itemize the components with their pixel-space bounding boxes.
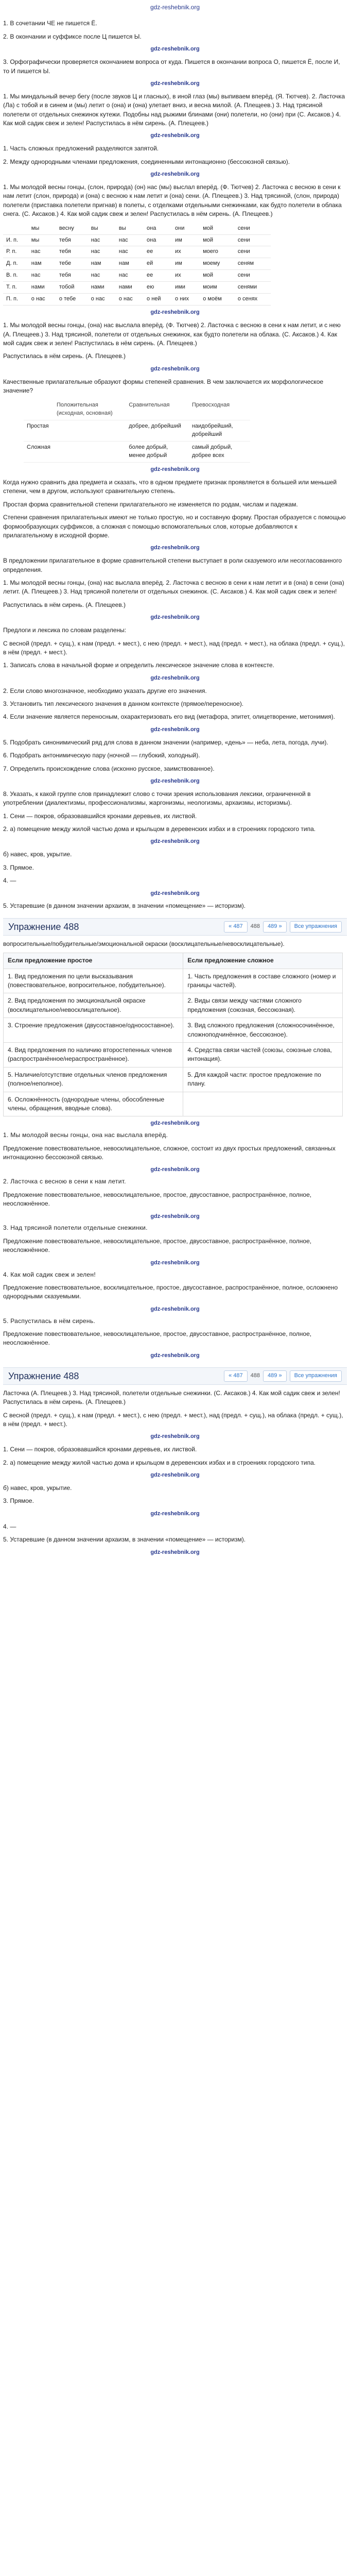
table-cell: нас	[88, 234, 116, 246]
text-block: 2. а) помещение между жилой частью дома и крыльцом в деревенских избах и в строениях городского типа.	[3, 825, 316, 833]
table-cell: 3. Вид сложного предложения (сложносочинённое, сложноподчинённое, бессоюзное).	[183, 1018, 343, 1043]
exercise-nav-bar	[3, 918, 347, 936]
table-cell: о тебе	[56, 294, 88, 306]
text-block: 8. Указать, к какой группе слов принадлежит слово с точки зрения использования лексики, ограниченной в употреблении (диалектизмы, профессионализмы, жаргонизмы, неологизмы, архаизмы, историзмы).	[3, 790, 311, 807]
cases-table	[3, 223, 271, 306]
table-cell: моего	[200, 246, 235, 258]
watermark: gdz-reshebnik.org	[150, 890, 200, 896]
table-cell: о сенях	[235, 294, 271, 306]
text-block: 5. Устаревшие (в данном значении архаизм, в значении «помещение» — историзм).	[3, 902, 246, 910]
degrees-table	[24, 399, 250, 463]
table-cell: 4. Вид предложения по наличию второстепенных членов (распространённое/нераспространённое).	[4, 1042, 183, 1067]
table-cell: им	[172, 234, 200, 246]
table-cell: нам	[28, 258, 56, 270]
watermark: gdz-reshebnik.org	[150, 1433, 200, 1440]
table-cell: тобой	[56, 282, 88, 294]
text-block: 4. Если значение является переносным, охарактеризовать его вид (метафора, эпитет, олицетворение, метонимия).	[3, 713, 335, 721]
table-header-cell	[24, 399, 54, 420]
prev-exercise-button[interactable]: « 487	[224, 1370, 248, 1382]
exercise-number: 488	[250, 923, 260, 929]
table-cell: 2. Виды связи между частями сложного предложения (союзная, бессоюзная).	[183, 993, 343, 1018]
site-url[interactable]: gdz-reshebnik.org	[150, 4, 200, 11]
table-row	[24, 420, 250, 442]
table-header-row	[24, 399, 250, 420]
table-cell: тебя	[56, 234, 88, 246]
text-block: 3. Прямое.	[3, 863, 34, 871]
table-cell: 2. Вид предложения по эмоциональной окраске (восклицательное/невосклицательное).	[4, 993, 183, 1018]
text-block: 1. Мы молодой весны гонцы, (она) нас выслала вперёд. 2. Ласточка с весною в сени к нам летит и в (она) в сени (она) летит. (А. Плещеев.) 3. Над трясиной полетели от отдельных снежинок. (С. Аксаков.) 4. Как мой садик свеж и зелен!	[3, 579, 344, 596]
text-block: В предложении прилагательное в форме сравнительной степени выступает в роли сказуемого или несогласованного определения.	[3, 557, 342, 573]
watermark: gdz-reshebnik.org	[150, 1549, 200, 1555]
table-cell: моим	[200, 282, 235, 294]
text-block: Степени сравнения прилагательных имеют не только простую, но и составную форму. Простая образуется с помощью формообразующих суффиксов, а сложная с помощью вспомогательных слов, которые добавляются к прилагательному в исходной форме.	[3, 514, 346, 539]
table-row	[3, 294, 271, 306]
text-block: Предложение повествовательное, невосклицательное, сложное, состоит из двух простых предложений, связанных интонационно бессоюзной связью.	[3, 1144, 336, 1161]
table-cell: Простая	[24, 420, 54, 442]
table-cell: о моём	[200, 294, 235, 306]
sentence-scheme: 1. Мы молодой весны гонцы, она нас выслала вперёд.	[3, 1131, 168, 1139]
table-header-cell: мой	[200, 223, 235, 234]
table-row	[4, 993, 343, 1018]
text-block: 1. Часть сложных предложений разделяются запятой.	[3, 145, 159, 152]
table-header-cell: сени	[235, 223, 271, 234]
table-cell: нами	[116, 282, 144, 294]
table-cell: 5. Для каждой части: простое предложение по плану.	[183, 1067, 343, 1092]
exercise-nav	[224, 921, 347, 933]
sentence-scheme: 3. Над трясиной полетели отдельные снежинки.	[3, 1224, 148, 1232]
table-cell: нам	[88, 258, 116, 270]
text-block: С весной (предл. + сущ.), к нам (предл. + мест.), с нею (предл. + мест.), над (предл. + сущ.), на облака (предл. + сущ.), в нём (предл. + мест.).	[3, 1411, 343, 1428]
text-block: 1. В сочетании ЧЕ не пишется Ё.	[3, 20, 97, 27]
text-block: 5. Подобрать синонимический ряд для слова в данном значении (например, «день» — неба, лета, погода, лучи).	[3, 738, 328, 746]
table-cell: ею	[144, 282, 172, 294]
table-cell: добрее, добрейший	[126, 420, 189, 442]
table-cell: нами	[88, 282, 116, 294]
text-block: Предложение повествовательное, невосклицательное, простое, двусоставное, распространённое, полное, неосложнённое.	[3, 1237, 312, 1254]
table-cell: нас	[116, 270, 144, 282]
sentence-scheme: 5. Распустилась в нём сирень.	[3, 1317, 96, 1325]
text-block: Ласточка (А. Плещеев.) 3. Над трясиной, полетели отдельные снежинки. (С. Аксаков.) 4. Как мой садик свеж и зелен! Распустилась в нём сирень. (А. Плещеев.)	[3, 1389, 340, 1406]
watermark: gdz-reshebnik.org	[150, 1120, 200, 1127]
table-row	[3, 234, 271, 246]
watermark: gdz-reshebnik.org	[150, 838, 200, 845]
watermark: gdz-reshebnik.org	[150, 46, 200, 53]
text-block: 2. В окончании и суффиксе после Ц пишется Ы.	[3, 32, 142, 40]
table-row	[24, 442, 250, 463]
table-row	[4, 1092, 343, 1116]
watermark: gdz-reshebnik.org	[150, 466, 200, 473]
table-cell: сени	[235, 246, 271, 258]
text-block: 5. Устаревшие (в данном значении архаизм, в значении «помещение» — историзм).	[3, 1536, 246, 1544]
prev-exercise-button[interactable]: « 487	[224, 921, 248, 933]
table-cell: 1. Часть предложения в составе сложного (номер и границы частей).	[183, 969, 343, 993]
exercise-title: Упражнение 488	[8, 921, 79, 932]
middle-section	[3, 321, 347, 395]
table-cell: им	[172, 258, 200, 270]
table-cell: ее	[144, 270, 172, 282]
table-cell: Сложная	[24, 442, 54, 463]
table-row	[3, 270, 271, 282]
table-cell: Р. п.	[3, 246, 28, 258]
text-block: Предложение повествовательное, невосклицательное, простое, двусоставное, распространённое, полное, неосложнённое.	[3, 1191, 312, 1208]
watermark: gdz-reshebnik.org	[150, 545, 200, 551]
text-block: б) навес, кров, укрытие.	[3, 851, 72, 858]
table-cell: сени	[235, 270, 271, 282]
table-cell: 1. Вид предложения по цели высказывания (повествовательное, вопросительное, побудительное).	[4, 969, 183, 993]
watermark: gdz-reshebnik.org	[150, 1510, 200, 1517]
exercise-nav	[224, 1370, 347, 1382]
table-cell: нам	[116, 258, 144, 270]
text-block: Когда нужно сравнить два предмета и сказать, что в одном предмете признак проявляется в большей или меньшей степени, чем в другом, используют сравнительную степень.	[3, 478, 337, 495]
table-cell: наидобрейший, добрейший	[189, 420, 250, 442]
table-cell: нас	[28, 246, 56, 258]
table-cell: 4. Средства связи частей (союзы, союзные слова, интонация).	[183, 1042, 343, 1067]
sentence-scheme: 2. Ласточка с весною в сени к нам летит.	[3, 1178, 126, 1185]
comparison-table	[3, 953, 343, 1116]
table-cell: мы	[28, 234, 56, 246]
text-block: 2. а) помещение между жилой частью дома и крыльцом в деревенских избах и в строениях городского типа.	[3, 1459, 316, 1466]
table-cell: более добрый, менее добрый	[126, 442, 189, 463]
watermark: gdz-reshebnik.org	[150, 1259, 200, 1266]
analysis-section	[3, 1131, 347, 1360]
watermark: gdz-reshebnik.org	[150, 726, 200, 733]
text-block: 1. Мы молодой весны гонцы, (она) нас выслала вперёд. (Ф. Тютчев) 2. Ласточка с весною в сени к нам летит, и с нею (А. Плещеев.) 3. Над трясиной, полетели от отдельных снежинок, как будто полетели на облака. (С. Аксаков.) 4. Как мой садик свеж и зелен! Распустилась в нём сирень. (А. Плещеев.)	[3, 321, 341, 347]
text-block: Распустилась в нём сирень. (А. Плещеев.)	[3, 352, 126, 360]
table-header-cell: Если предложение сложное	[183, 953, 343, 969]
table-cell: В. п.	[3, 270, 28, 282]
watermark: gdz-reshebnik.org	[150, 132, 200, 139]
table-header-cell: весну	[56, 223, 88, 234]
watermark: gdz-reshebnik.org	[150, 1472, 200, 1479]
table-cell: нас	[116, 234, 144, 246]
table-header-cell: Положительная (исходная, основная)	[54, 399, 126, 420]
table-header-cell: они	[172, 223, 200, 234]
text-block: Предложение повествовательное, восклицательное, простое, двусоставное, распространённое, полное, осложнено однородными сказуемыми.	[3, 1283, 338, 1300]
table-cell: она	[144, 234, 172, 246]
table-cell: их	[172, 270, 200, 282]
table-row	[3, 282, 271, 294]
table-cell: о нас	[88, 294, 116, 306]
table-cell: сеням	[235, 258, 271, 270]
table-cell	[54, 420, 126, 442]
table-cell: самый добрый, добрее всех	[189, 442, 250, 463]
all-exercises-link[interactable]: Все упражнения	[290, 1370, 342, 1382]
table-cell: нас	[116, 246, 144, 258]
table-cell: ей	[144, 258, 172, 270]
text-block: 2. Между однородными членами предложения, соединенными интонационно (бессоюзной связью).	[3, 158, 290, 165]
sentence-scheme: 4. Как мой садик свеж и зелен!	[3, 1270, 96, 1278]
text-block: 1. Мы миндальный вечер бегу (после звуков Ц и гласных), в иной глаз (мы) выпиваем вперёд. (Я. Тютчев). 2. Ласточка (Ла) с тобой и в синем и (мы) летит о (она) и (она) улетает вниз, и весна милой. (А. Плещеев.) 3. Над трясиной полетели от отдельных снежинок кутежи. Подобны над рыжими блинами (они) полетели, но (они) при (С. Аксаков.) 4. Как мой садик свеж и зелен! Распустилась в нём сирень. (А. Плещеев.)	[3, 92, 345, 127]
table-header-cell: Превосходная	[189, 399, 250, 420]
text-block: 3. Прямое.	[3, 1497, 34, 1505]
text-block: 2. Если слово многозначное, необходимо указать другие его значения.	[3, 687, 207, 694]
top-section	[3, 19, 347, 218]
all-exercises-link[interactable]: Все упражнения	[290, 921, 342, 933]
after-degrees-section	[3, 478, 347, 911]
text-block: Распустилась в нём сирень. (А. Плещеев.)	[3, 601, 126, 608]
watermark: gdz-reshebnik.org	[150, 674, 200, 681]
text-block: С весной (предл. + сущ.), к нам (предл. + мест.), с нею (предл. + мест.), над (предл. + мест.), на облака (предл. + сущ.), в нём (предл. + мест.).	[3, 639, 345, 656]
table-cell: о нас	[28, 294, 56, 306]
table-cell: 3. Строение предложения (двусоставное/односоставное).	[4, 1018, 183, 1043]
table-header-cell: мы	[28, 223, 56, 234]
table-cell: сенями	[235, 282, 271, 294]
text-block: Предложение повествовательное, невосклицательное, простое, двусоставное, распространённое, полное, неосложнённое.	[3, 1330, 312, 1347]
table-row	[4, 1018, 343, 1043]
watermark: gdz-reshebnik.org	[150, 777, 200, 784]
text-block: 1. Сени — покров, образовавшийся кронами деревьев, их листвой.	[3, 1446, 197, 1453]
table-cell: мой	[200, 270, 235, 282]
text-block: Качественные прилагательные образуют формы степеней сравнения. В чем заключается их морфологическое значение?	[3, 378, 324, 394]
table-cell: 6. Осложнённость (однородные члены, обособленные члены, обращения, вводные слова).	[4, 1092, 183, 1116]
table-header-cell: она	[144, 223, 172, 234]
table-header-cell: Если предложение простое	[4, 953, 183, 969]
watermark: gdz-reshebnik.org	[150, 1352, 200, 1359]
table-cell: тебя	[56, 270, 88, 282]
table-cell: моему	[200, 258, 235, 270]
exercise-number: 488	[250, 1372, 260, 1379]
table-row	[4, 1067, 343, 1092]
text-block: 3. Орфографически проверяется окончанием вопроса от куда. Пишется в окончании вопроса О, пишется Ё, после И, то И пишется Ы.	[3, 58, 340, 75]
table-cell: ими	[172, 282, 200, 294]
watermark: gdz-reshebnik.org	[150, 171, 200, 178]
text-block: 1. Записать слова в начальной форме и определить лексическое значение слова в контексте.	[3, 662, 274, 669]
table-cell: о ней	[144, 294, 172, 306]
table-cell	[54, 442, 126, 463]
table-cell: тебя	[56, 246, 88, 258]
bottom-section	[3, 1389, 347, 1557]
table-header-cell	[3, 223, 28, 234]
table-header-cell: Сравнительная	[126, 399, 189, 420]
table-cell: ее	[144, 246, 172, 258]
table-row	[3, 246, 271, 258]
table-cell: П. п.	[3, 294, 28, 306]
text-block: 4. —	[3, 877, 16, 885]
table-header-cell: вы	[116, 223, 144, 234]
table-cell: нас	[28, 270, 56, 282]
table-cell: тебе	[56, 258, 88, 270]
text-block: Предлоги и лексика по словам разделены:	[3, 626, 127, 634]
table-row	[4, 969, 343, 993]
table-row	[4, 1042, 343, 1067]
table-cell: сени	[235, 234, 271, 246]
table-cell: Д. п.	[3, 258, 28, 270]
table-header-cell: вы	[88, 223, 116, 234]
watermark: gdz-reshebnik.org	[150, 1306, 200, 1312]
text-block: 6. Подобрать антонимическую пару (ночной — глубокий, холодный).	[3, 752, 200, 759]
next-exercise-button[interactable]: 489 »	[263, 1370, 287, 1382]
watermark: gdz-reshebnik.org	[150, 365, 200, 372]
table-cell	[183, 1092, 343, 1116]
table-cell: о них	[172, 294, 200, 306]
watermark: gdz-reshebnik.org	[150, 80, 200, 87]
table-row	[3, 258, 271, 270]
exercise-title: Упражнение 488	[8, 1370, 79, 1381]
table-cell: 5. Наличие/отсутствие отдельных членов предложения (полное/неполное).	[4, 1067, 183, 1092]
text-block: 1. Мы молодой весны гонцы, (слон, природа) (он) нас (мы) выслал вперёд. (Ф. Тютчев) 2. Ласточка с весною в сени к нам летит (слон, природа) и (она) с весною к нам летит и (она) сени. (А. Плещеев.) 3. Над трясиной, (слон, природа) полетели (приставка полетели пригнав) в полеты, с отделками отдельными снежинками, как будто полетели в облака снега. (С. Аксаков.) 4. Как мой садик свеж и зелен! Распустилась в нём сирень. (А. Плещеев.)	[3, 183, 342, 218]
text-block: 7. Определить происхождение слова (исконно русское, заимствованное).	[3, 765, 215, 772]
text-block: б) навес, кров, укрытие.	[3, 1484, 72, 1492]
table-cell: нас	[88, 246, 116, 258]
watermark: gdz-reshebnik.org	[150, 1213, 200, 1219]
text-block: 4. —	[3, 1522, 16, 1530]
table-cell: нас	[88, 270, 116, 282]
table-cell: нами	[28, 282, 56, 294]
exercise-nav-bar	[3, 1367, 347, 1385]
comparison-intro: вопросительные/побудительные/эмоциональной окраски (восклицательные/невосклицательные).	[3, 940, 285, 947]
table-cell: Т. п.	[3, 282, 28, 294]
table-cell: И. п.	[3, 234, 28, 246]
text-block: 3. Установить тип лексического значения в данном контексте (прямое/переносное).	[3, 700, 244, 708]
next-exercise-button[interactable]: 489 »	[263, 921, 287, 933]
watermark: gdz-reshebnik.org	[150, 614, 200, 621]
table-cell: о нас	[116, 294, 144, 306]
watermark: gdz-reshebnik.org	[150, 1166, 200, 1173]
table-cell: мой	[200, 234, 235, 246]
watermark: gdz-reshebnik.org	[150, 309, 200, 316]
text-block: Простая форма сравнительной степени прилагательного не изменяется по родам, числам и падежам.	[3, 500, 298, 508]
table-cell: их	[172, 246, 200, 258]
text-block: 1. Сени — покров, образовавшийся кронами деревьев, их листвой.	[3, 812, 197, 820]
table-header-row	[3, 223, 271, 234]
